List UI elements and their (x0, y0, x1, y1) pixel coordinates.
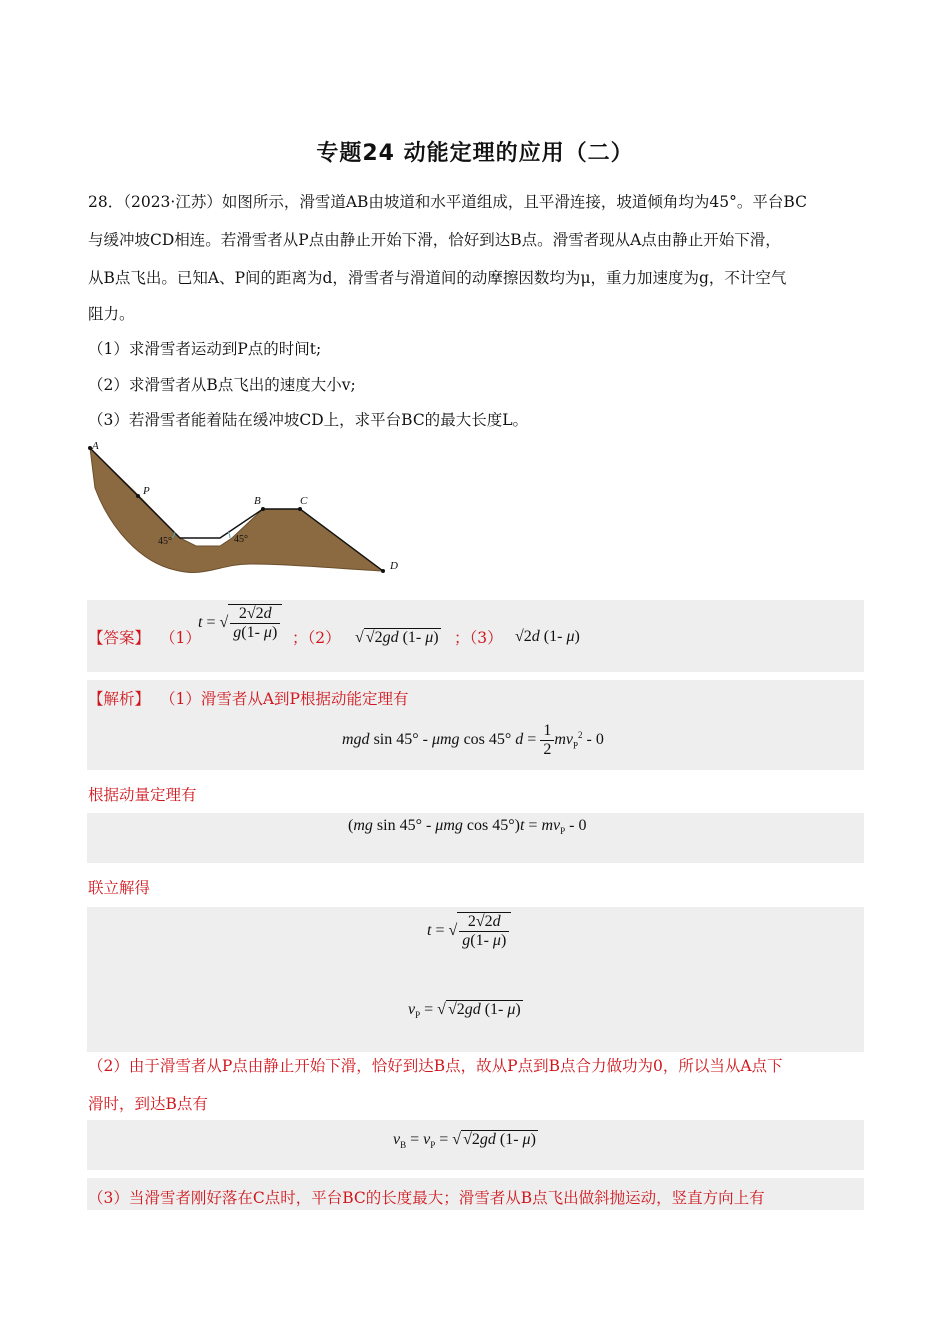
label-c: C (300, 495, 308, 507)
joint-solve-intro: 联立解得 (88, 879, 151, 897)
velocity-b-result: $v_B = v_P$ = √ √2gd (1- μ) (393, 1131, 536, 1151)
answer-tag: 【答案】 (88, 629, 151, 647)
point-p (136, 494, 140, 498)
answer-formula-3: √2d (1- μ) (515, 628, 580, 645)
point-b (261, 507, 265, 511)
part-2-line-2: 滑时，到达B点有 (88, 1095, 208, 1113)
velocity-p-result: $v_P$ = √ √2gd (1- μ) (408, 1001, 521, 1021)
momentum-intro: 根据动量定理有 (88, 786, 197, 804)
point-d (381, 569, 385, 573)
sub-question-1: （1）求滑雪者运动到P点的时间t; (88, 340, 322, 358)
answer-formula-2: √ √2gd (1- μ) (355, 629, 439, 646)
label-p: P (143, 485, 150, 497)
ski-slope-figure (80, 438, 410, 580)
answer-part-1-label: （1） (160, 629, 201, 647)
answer-part-3-label: ；（3） (454, 629, 503, 647)
terrain-fill (90, 448, 383, 572)
answer-formula-1: t = √ $\frac{2√2d}{g(1- \mu)}$ (198, 604, 282, 642)
question-line-1: 28．（2023·江苏）如图所示，滑雪道AB由坡道和水平道组成，且平滑连接，坡道倾角均为45°。平台BC (88, 193, 807, 211)
page-title: 专题24 动能定理的应用（二） (316, 141, 634, 166)
angle-label-right: 45° (234, 534, 248, 545)
sub-question-3: （3）若滑雪者能着陆在缓冲坡CD上，求平台BC的最大长度L。 (88, 411, 528, 429)
question-line-3: 从B点飞出。已知A、P间的距离为d，滑雪者与滑道间的动摩擦因数均为μ，重力加速度为g，不计空气 (88, 269, 787, 287)
momentum-equation: (mg sin 45° - μmg $\cos 45^\circ)t = mv_P - 0$ (348, 817, 587, 837)
question-line-2: 与缓冲坡CD相连。若滑雪者从P点由静止开始下滑，恰好到达B点。滑雪者现从A点由静止开始下滑， (88, 231, 781, 249)
analysis-tag: 【解析】 (88, 690, 151, 708)
answer-part-2-label: ；（2） (292, 629, 341, 647)
question-line-4: 阻力。 (88, 305, 135, 323)
point-c (298, 507, 302, 511)
sub-question-2: （2）求滑雪者从B点飞出的速度大小v; (88, 376, 356, 394)
angle-label-left: 45° (158, 536, 172, 547)
label-a: A (92, 440, 99, 452)
time-result: t = √ $\frac{2√2d}{g(1- \mu)}$ (427, 912, 511, 950)
angle-arc-right (228, 532, 230, 538)
label-d: D (390, 560, 398, 572)
analysis-intro: （1）滑雪者从A到P根据动能定理有 (160, 690, 409, 708)
energy-equation: mgd sin 45° - μmg cos 45° d = $\frac{1}{2}$ $mv_P^2 - 0$ (342, 722, 604, 758)
part-2-line-1: （2）由于滑雪者从P点由静止开始下滑，恰好到达B点，故从P点到B点合力做功为0，所以当从A点下 (88, 1057, 783, 1075)
label-b: B (254, 495, 261, 507)
part-3-line-1: （3）当滑雪者刚好落在C点时，平台BC的长度最大；滑雪者从B点飞出做斜抛运动，竖直方向上有 (88, 1189, 765, 1207)
